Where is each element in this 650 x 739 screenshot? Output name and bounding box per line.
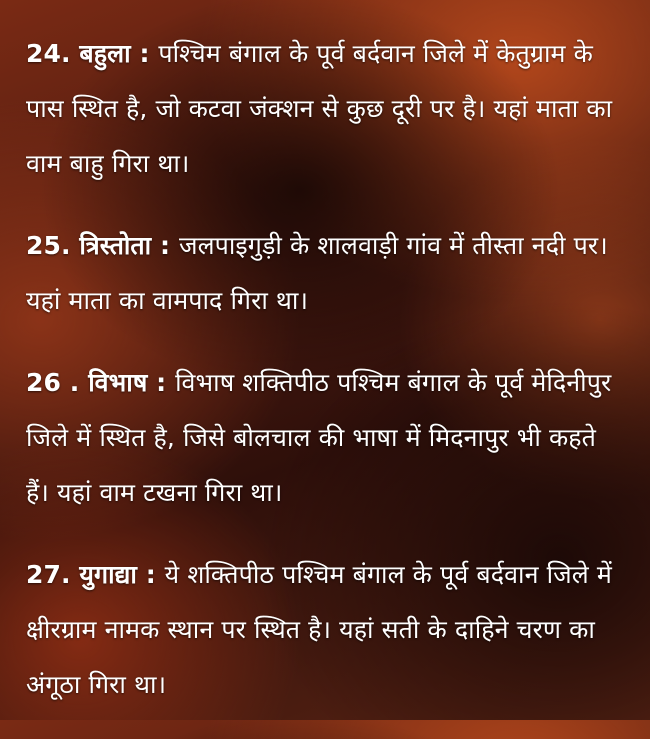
entry-paragraph bbox=[26, 547, 626, 712]
entry-text: ये शक्तिपीठ पश्चिम बंगाल के पूर्व बर्दवान जिले में क्षीरग्राम नामक स्थान पर स्थित है। यहां सती के दाहिने चरण का अंगूठा गिरा था। bbox=[26, 560, 612, 699]
entry-heading: 24. बहुला : bbox=[26, 39, 159, 68]
entry-paragraph bbox=[26, 26, 626, 191]
entry-heading: 26 . विभाष : bbox=[26, 368, 176, 397]
entry-text: पश्चिम बंगाल के पूर्व बर्दवान जिले में केतुग्राम के पास स्थित है, जो कटवा जंक्शन से कुछ दूरी पर है। यहां माता का वाम बाहु गिरा था। bbox=[26, 39, 613, 178]
entry-heading: 27. युगाद्या : bbox=[26, 560, 165, 589]
entry-text: विभाष शक्तिपीठ पश्चिम बंगाल के पूर्व मेदिनीपुर जिले में स्थित है, जिसे बोलचाल की भाषा में मिदनापुर भी कहते हैं। यहां वाम टखना गिरा था। bbox=[26, 368, 612, 507]
entry-vibhash bbox=[26, 355, 626, 520]
entry-bahula bbox=[26, 26, 626, 191]
entry-text: जलपाइगुड़ी के शालवाड़ी गांव में तीस्ता नदी पर। यहां माता का वामपाद गिरा था। bbox=[26, 231, 608, 315]
entry-yugadya bbox=[26, 547, 626, 712]
entry-tristota bbox=[26, 218, 626, 328]
entry-paragraph bbox=[26, 218, 626, 328]
entry-heading: 25. त्रिस्तोता : bbox=[26, 231, 179, 260]
shaktipeeth-list bbox=[26, 26, 626, 739]
entry-paragraph bbox=[26, 355, 626, 520]
